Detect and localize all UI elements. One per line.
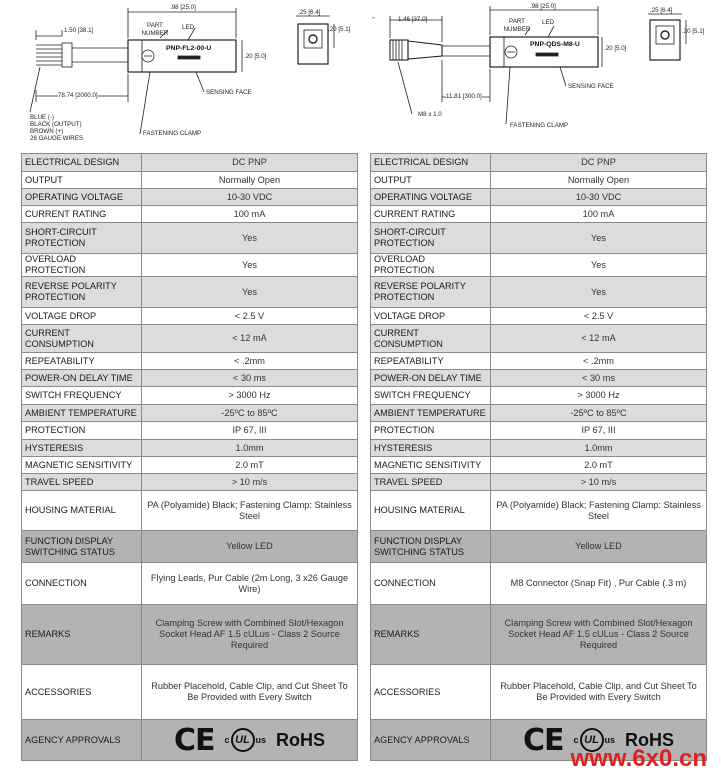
right-spec-label: HYSTERESIS <box>371 440 491 457</box>
table-row <box>22 405 358 422</box>
right-spec-label: REVERSE POLARITY PROTECTION <box>371 277 491 308</box>
table-row <box>22 387 358 405</box>
left-wire-line-3: BROWN (+) <box>30 128 64 135</box>
ul-us-text: us <box>255 734 267 745</box>
table-row <box>371 370 707 387</box>
ul-c-text: c <box>573 734 579 745</box>
left-dim-width: .98 [25.0] <box>170 4 196 11</box>
right-spec-label: POWER-ON DELAY TIME <box>371 370 491 387</box>
left-spec-label: VOLTAGE DROP <box>22 308 142 325</box>
table-row <box>371 422 707 440</box>
table-row <box>22 474 358 491</box>
left-spec-value: Yes <box>142 254 358 277</box>
table-row <box>22 440 358 457</box>
table-row <box>22 720 358 761</box>
table-row <box>371 189 707 206</box>
right-spec-label: SWITCH FREQUENCY <box>371 387 491 405</box>
right-spec-label: PROTECTION <box>371 422 491 440</box>
left-spec-value: -25ºC to 85ºC <box>142 405 358 422</box>
left-spec-label: POWER-ON DELAY TIME <box>22 370 142 387</box>
table-row <box>22 605 358 665</box>
left-spec-label: CURRENT CONSUMPTION <box>22 325 142 353</box>
table-row <box>371 440 707 457</box>
right-spec-value: Yes <box>491 223 707 254</box>
right-fastening-clamp: FASTENING CLAMP <box>510 122 569 129</box>
left-spec-label: REPEATABILITY <box>22 353 142 370</box>
right-spec-value: < 30 ms <box>491 370 707 387</box>
table-row <box>22 189 358 206</box>
table-row <box>371 206 707 223</box>
left-spec-value: 10-30 VDC <box>142 189 358 206</box>
left-spec-value: < 2.5 V <box>142 308 358 325</box>
right-spec-value: 2.0 mT <box>491 457 707 474</box>
left-spec-value: > 10 m/s <box>142 474 358 491</box>
left-dim-cable: 78.74 [2000.0] <box>58 92 98 99</box>
left-led-label: LED <box>182 24 195 31</box>
right-spec-value: Normally Open <box>491 172 707 189</box>
left-wire-line-1: BLUE (-) <box>30 114 55 121</box>
table-row <box>22 457 358 474</box>
left-spec-label: HYSTERESIS <box>22 440 142 457</box>
right-spec-value: PA (Polyamide) Black; Fastening Clamp: Stainless Steel <box>491 491 707 531</box>
ul-us-text: us <box>604 734 616 745</box>
table-row <box>22 370 358 387</box>
left-spec-label: CONNECTION <box>22 563 142 605</box>
left-spec-value: < 12 mA <box>142 325 358 353</box>
right-spec-label: AGENCY APPROVALS <box>371 720 491 761</box>
right-spec-label: SHORT-CIRCUIT PROTECTION <box>371 223 491 254</box>
left-spec-label: ACCESSORIES <box>22 665 142 720</box>
right-spec-value: Yes <box>491 277 707 308</box>
rohs-mark-icon: RoHS <box>625 729 675 750</box>
left-spec-value: Normally Open <box>142 172 358 189</box>
table-row <box>22 206 358 223</box>
right-spec-value: Yellow LED <box>491 531 707 563</box>
table-row <box>371 491 707 531</box>
table-row <box>371 325 707 353</box>
table-row <box>22 277 358 308</box>
table-row <box>22 223 358 254</box>
left-fastening-clamp: FASTENING CLAMP <box>143 130 202 137</box>
right-dim-height: .20 [5.0] <box>604 45 627 52</box>
table-row <box>22 172 358 189</box>
right-spec-label: VOLTAGE DROP <box>371 308 491 325</box>
right-spec-label: FUNCTION DISPLAY SWITCHING STATUS <box>371 531 491 563</box>
right-spec-value: Rubber Placehold, Cable Clip, and Cut Sheet To Be Provided with Every Switch <box>491 665 707 720</box>
table-row <box>22 308 358 325</box>
left-spec-label: HOUSING MATERIAL <box>22 491 142 531</box>
right-spec-label: AMBIENT TEMPERATURE <box>371 405 491 422</box>
table-row <box>371 531 707 563</box>
right-spec-value: Yes <box>491 254 707 277</box>
left-dim-end-h: .20 [5.1] <box>328 26 351 33</box>
rohs-mark-icon: RoHS <box>276 729 326 750</box>
right-dim-width: .98 [25.0] <box>530 3 556 10</box>
left-spec-value: Rubber Placehold, Cable Clip, and Cut Sheet To Be Provided with Every Switch <box>142 665 358 720</box>
right-spec-value: DC PNP <box>491 154 707 172</box>
table-row <box>371 154 707 172</box>
left-spec-value: < .2mm <box>142 353 358 370</box>
right-spec-value: IP 67, III <box>491 422 707 440</box>
left-spec-label: TRAVEL SPEED <box>22 474 142 491</box>
right-spec-label: ACCESSORIES <box>371 665 491 720</box>
left-dim-height: .20 [5.0] <box>244 53 267 60</box>
right-spec-label: OVERLOAD PROTECTION <box>371 254 491 277</box>
right-part-number: PNP-QDS-M8-U <box>530 41 580 48</box>
left-part-number: PNP-FL2-00-U <box>166 45 212 52</box>
table-row <box>371 223 707 254</box>
right-spec-label: REPEATABILITY <box>371 353 491 370</box>
left-sensor-drawing <box>0 0 360 148</box>
left-spec-label: MAGNETIC SENSITIVITY <box>22 457 142 474</box>
watermark: www.6x0.cn <box>570 745 707 772</box>
table-row <box>22 491 358 531</box>
table-row <box>371 308 707 325</box>
left-dim-lead: 1.50 [38.1] <box>64 27 94 34</box>
right-spec-value: > 10 m/s <box>491 474 707 491</box>
right-sensor-drawing <box>360 0 720 148</box>
left-spec-label: OVERLOAD PROTECTION <box>22 254 142 277</box>
left-spec-label: REMARKS <box>22 605 142 665</box>
table-row <box>371 254 707 277</box>
svg-text:-: - <box>372 13 375 22</box>
right-spec-label: REMARKS <box>371 605 491 665</box>
right-spec-value: 1.0mm <box>491 440 707 457</box>
left-spec-label: SHORT-CIRCUIT PROTECTION <box>22 223 142 254</box>
table-row <box>22 665 358 720</box>
right-spec-value: -25ºC to 85ºC <box>491 405 707 422</box>
table-row <box>371 172 707 189</box>
left-spec-label: CURRENT RATING <box>22 206 142 223</box>
right-spec-value: 10-30 VDC <box>491 189 707 206</box>
left-spec-value: Yes <box>142 277 358 308</box>
right-spec-value: M8 Connector (Snap Fit) , Pur Cable (.3 m) <box>491 563 707 605</box>
left-spec-value: Flying Leads, Pur Cable (2m Long, 3 x26 Gauge Wire) <box>142 563 358 605</box>
right-dim-cable: 11.81 [300.0] <box>446 93 482 100</box>
left-sensing-face: SENSING FACE <box>206 89 252 96</box>
right-spec-label: CONNECTION <box>371 563 491 605</box>
table-row <box>22 422 358 440</box>
right-sensing-face: SENSING FACE <box>568 83 614 90</box>
right-spec-value: > 3000 Hz <box>491 387 707 405</box>
left-spec-value: > 3000 Hz <box>142 387 358 405</box>
table-row <box>371 457 707 474</box>
left-spec-label: FUNCTION DISPLAY SWITCHING STATUS <box>22 531 142 563</box>
left-spec-value: < 30 ms <box>142 370 358 387</box>
ul-c-text: c <box>224 734 230 745</box>
right-spec-label: CURRENT RATING <box>371 206 491 223</box>
left-spec-value: IP 67, III <box>142 422 358 440</box>
left-part-number-label: PART NUMBER <box>141 22 169 37</box>
cul-us-listed-icon <box>224 728 266 752</box>
left-spec-label: OUTPUT <box>22 172 142 189</box>
right-led-label: LED <box>542 19 555 26</box>
left-wire-line-2: BLACK (OUTPUT) <box>30 121 82 128</box>
left-spec-label: REVERSE POLARITY PROTECTION <box>22 277 142 308</box>
right-spec-label: TRAVEL SPEED <box>371 474 491 491</box>
left-spec-label: PROTECTION <box>22 422 142 440</box>
table-row <box>22 563 358 605</box>
ul-circle-icon: UL <box>231 728 255 752</box>
right-spec-label: OUTPUT <box>371 172 491 189</box>
ce-mark-icon: CE <box>173 722 215 758</box>
right-dim-connector: 1.46 [37.0] <box>398 16 428 23</box>
right-spec-table <box>370 153 707 761</box>
table-row <box>371 474 707 491</box>
left-spec-label: AMBIENT TEMPERATURE <box>22 405 142 422</box>
right-dim-end-h: .20 [5.1] <box>682 28 705 35</box>
right-spec-label: HOUSING MATERIAL <box>371 491 491 531</box>
table-row <box>371 277 707 308</box>
right-spec-value: < 2.5 V <box>491 308 707 325</box>
right-spec-label: CURRENT CONSUMPTION <box>371 325 491 353</box>
table-row <box>371 563 707 605</box>
table-row <box>22 531 358 563</box>
table-row <box>22 254 358 277</box>
right-dim-end-w: .25 [6.4] <box>650 7 673 14</box>
table-row <box>371 605 707 665</box>
left-spec-value: 100 mA <box>142 206 358 223</box>
right-spec-label: OPERATING VOLTAGE <box>371 189 491 206</box>
left-spec-value: Clamping Screw with Combined Slot/Hexagon Socket Head AF 1.5 cULus - Class 2 Source Required <box>142 605 358 665</box>
right-spec-value: 100 mA <box>491 206 707 223</box>
left-spec-value: Yes <box>142 223 358 254</box>
table-row <box>22 353 358 370</box>
left-spec-value: Yellow LED <box>142 531 358 563</box>
left-dim-end-w: .25 [6.4] <box>298 9 321 16</box>
left-spec-value <box>142 720 358 761</box>
right-spec-label: MAGNETIC SENSITIVITY <box>371 457 491 474</box>
right-thread: M8 x 1.0 <box>418 111 442 118</box>
table-row <box>371 665 707 720</box>
table-row <box>22 154 358 172</box>
left-spec-value: PA (Polyamide) Black; Fastening Clamp: Stainless Steel <box>142 491 358 531</box>
ce-mark-icon: CE <box>522 722 564 758</box>
table-row <box>22 325 358 353</box>
left-spec-value: 2.0 mT <box>142 457 358 474</box>
right-part-number-label: PART NUMBER <box>503 18 531 33</box>
left-spec-label: AGENCY APPROVALS <box>22 720 142 761</box>
left-approval-logos <box>145 722 354 758</box>
left-wire-line-4: 26 GAUGE WIRES <box>30 135 83 142</box>
left-spec-label: SWITCH FREQUENCY <box>22 387 142 405</box>
right-spec-value: < 12 mA <box>491 325 707 353</box>
ul-circle-icon: UL <box>580 728 604 752</box>
right-spec-label: ELECTRICAL DESIGN <box>371 154 491 172</box>
right-spec-value: < .2mm <box>491 353 707 370</box>
left-spec-label: OPERATING VOLTAGE <box>22 189 142 206</box>
table-row <box>371 387 707 405</box>
table-row <box>371 353 707 370</box>
left-spec-label: ELECTRICAL DESIGN <box>22 154 142 172</box>
left-spec-value: 1.0mm <box>142 440 358 457</box>
table-row <box>371 405 707 422</box>
left-spec-value: DC PNP <box>142 154 358 172</box>
left-spec-table <box>21 153 358 761</box>
right-spec-value: Clamping Screw with Combined Slot/Hexagon Socket Head AF 1.5 cULus - Class 2 Source Required <box>491 605 707 665</box>
